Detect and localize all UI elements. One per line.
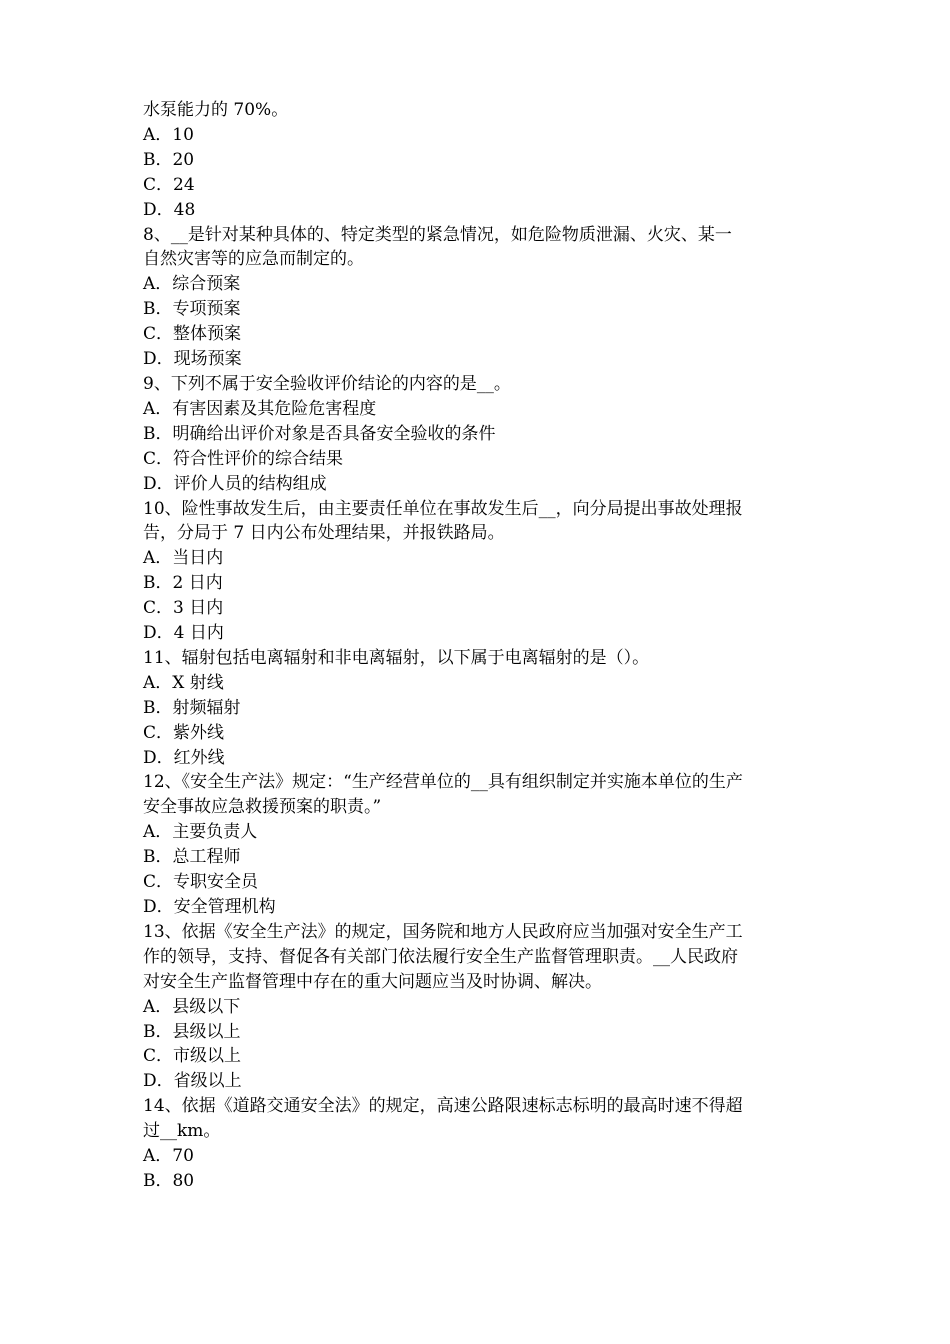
question-block: [143, 223, 823, 372]
question-stem: 对安全生产监督管理中存在的重大问题应当及时协调、解决。: [143, 971, 602, 992]
q7-option: A．10: [143, 124, 194, 145]
question-stem: 安全事故应急救援预案的职责。”: [143, 797, 382, 818]
question-stem: 13、依据《安全生产法》的规定，国务院和地方人民政府应当加强对安全生产工: [143, 921, 743, 942]
answer-option: D．红外线: [143, 747, 225, 768]
question-block: [143, 372, 823, 497]
answer-option: D．4 日内: [143, 623, 224, 644]
answer-option: C．紫外线: [143, 722, 225, 743]
answer-option: C．市级以上: [143, 1046, 242, 1067]
q7-option: D．48: [143, 199, 196, 220]
answer-option: D．现场预案: [143, 349, 242, 370]
answer-option: A．有害因素及其危险危害程度: [143, 398, 377, 419]
answer-option: A．当日内: [143, 548, 224, 569]
answer-option: B．80: [143, 1170, 195, 1191]
intro-line: 水泵能力的 70%。: [143, 100, 289, 120]
question-stem: 11、辐射包括电离辐射和非电离辐射，以下属于电离辐射的是（）。: [143, 647, 650, 668]
answer-option: A．县级以下: [143, 996, 241, 1017]
question-stem: 8、__是针对某种具体的、特定类型的紧急情况，如危险物质泄漏、火灾、某一: [143, 224, 732, 245]
answer-option: B．射频辐射: [143, 697, 241, 718]
answer-option: C．专职安全员: [143, 872, 259, 893]
question-block: [143, 646, 823, 771]
answer-option: A．70: [143, 1146, 194, 1167]
question-stem: 9、下列不属于安全验收评价结论的内容的是__。: [143, 373, 511, 394]
answer-option: B．总工程师: [143, 847, 241, 868]
question-block: [143, 770, 823, 919]
q7-option: B．20: [143, 149, 195, 170]
answer-option: C．符合性评价的综合结果: [143, 448, 344, 469]
answer-option: B．县级以上: [143, 1021, 241, 1042]
question-stem: 作的领导，支持、督促各有关部门依法履行安全生产监督管理职责。__人民政府: [143, 946, 738, 967]
question-block: [143, 497, 823, 646]
question-block: [143, 920, 823, 1094]
question-stem: 12、《安全生产法》规定：“生产经营单位的__具有组织制定并实施本单位的生产: [143, 772, 743, 793]
answer-option: C．整体预案: [143, 324, 242, 345]
answer-option: D．安全管理机构: [143, 897, 276, 917]
answer-option: A．X 射线: [143, 672, 224, 693]
answer-option: C．3 日内: [143, 598, 224, 619]
question-list: [143, 223, 823, 1194]
document-page: [143, 98, 823, 1194]
answer-option: D．省级以上: [143, 1071, 242, 1092]
question-stem: 告，分局于 7 日内公布处理结果，并报铁路局。: [143, 523, 505, 544]
question-stem: 14、依据《道路交通安全法》的规定，高速公路限速标志标明的最高时速不得超: [143, 1096, 743, 1117]
question-stem: 过__km。: [143, 1121, 221, 1142]
answer-option: B．专项预案: [143, 299, 241, 320]
answer-option: A．综合预案: [143, 274, 241, 295]
answer-option: B．明确给出评价对象是否具备安全验收的条件: [143, 423, 496, 444]
q7-options: [143, 123, 823, 223]
answer-option: B．2 日内: [143, 573, 223, 594]
answer-option: A．主要负责人: [143, 822, 258, 843]
answer-option: D．评价人员的结构组成: [143, 473, 327, 494]
q7-option: C．24: [143, 174, 195, 195]
question-stem: 10、险性事故发生后，由主要责任单位在事故发生后__，向分局提出事故处理报: [143, 498, 743, 519]
question-block: [143, 1094, 823, 1194]
question-stem: 自然灾害等的应急而制定的。: [143, 249, 364, 270]
